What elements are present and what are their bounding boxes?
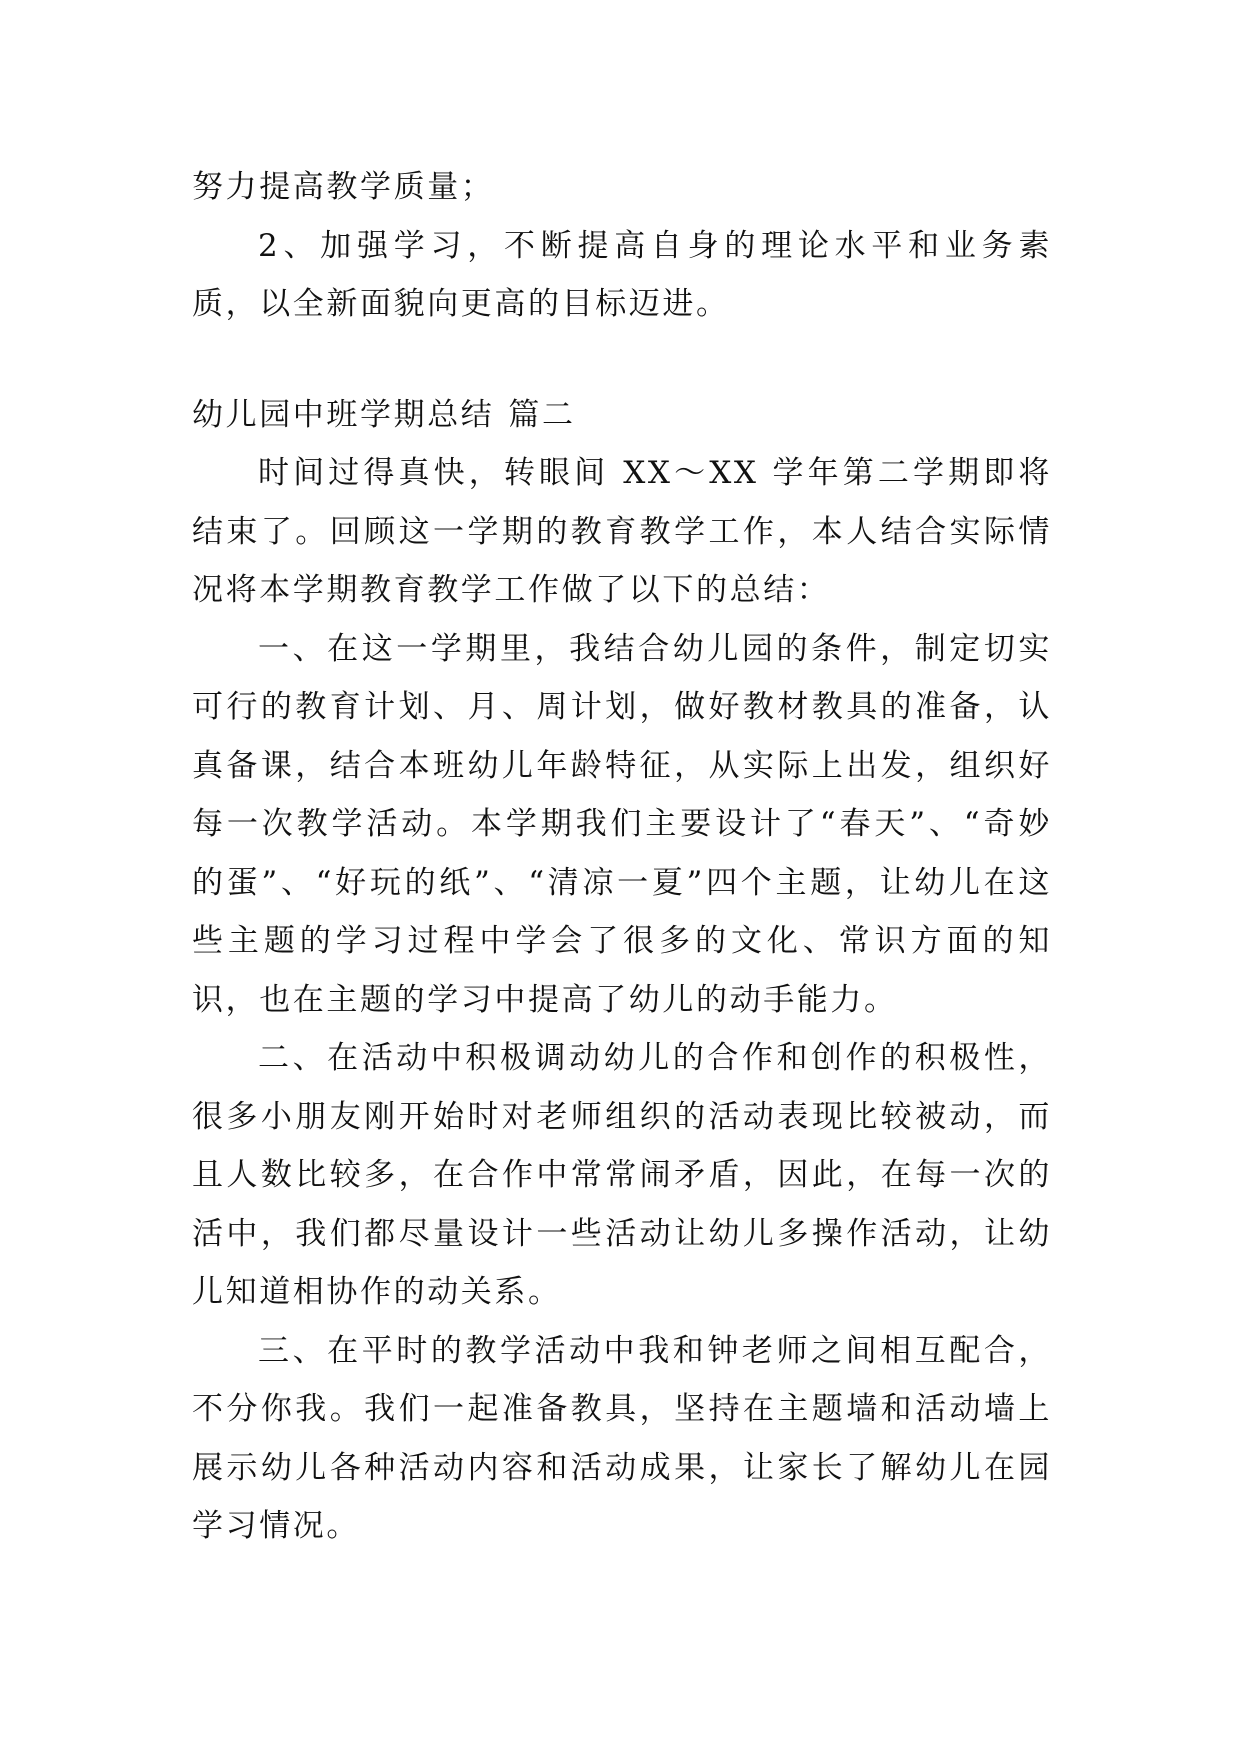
- paragraph-intro: 时间过得真快，转眼间 XX～XX 学年第二学期即将结束了。回顾这一学期的教育教学工作，本人结合实际情况将本学期教育教学工作做了以下的总结：: [192, 455, 1052, 608]
- paragraph-point-3: 三、在平时的教学活动中我和钟老师之间相互配合，不分你我。我们一起准备教具，坚持在主题墙和活动墙上展示幼儿各种活动内容和活动成果，让家长了解幼儿在园学习情况。: [192, 1332, 1052, 1544]
- list-item-2: 2、加强学习，不断提高自身的理论水平和业务素质，以全新面貌向更高的目标迈进。: [192, 227, 1052, 322]
- document-body: [192, 158, 1052, 1556]
- continuation-line: 努力提高教学质量；: [192, 169, 495, 205]
- section-label: 篇二: [508, 396, 576, 433]
- paragraph-point-2: 二、在活动中积极调动幼儿的合作和创作的积极性，很多小朋友刚开始时对老师组织的活动表现比较被动，而且人数比较多，在合作中常常闹矛盾，因此，在每一次的活中，我们都尽量设计一些活动让幼儿多操作活动，让幼儿知道相协作的动关系。: [192, 1040, 1052, 1310]
- section-title: 幼儿园中班学期总结: [192, 396, 495, 433]
- section-heading: [192, 386, 1052, 445]
- paragraph-point-1: 一、在这一学期里，我结合幼儿园的条件，制定切实可行的教育计划、月、周计划，做好教材教具的准备，认真备课，结合本班幼儿年龄特征，从实际上出发，组织好每一次教学活动。本学期我们主要设计了“春天”、“奇妙的蛋”、“好玩的纸”、“清凉一夏”四个主题，让幼儿在这些主题的学习过程中学会了很多的文化、常识方面的知识，也在主题的学习中提高了幼儿的动手能力。: [192, 630, 1052, 1018]
